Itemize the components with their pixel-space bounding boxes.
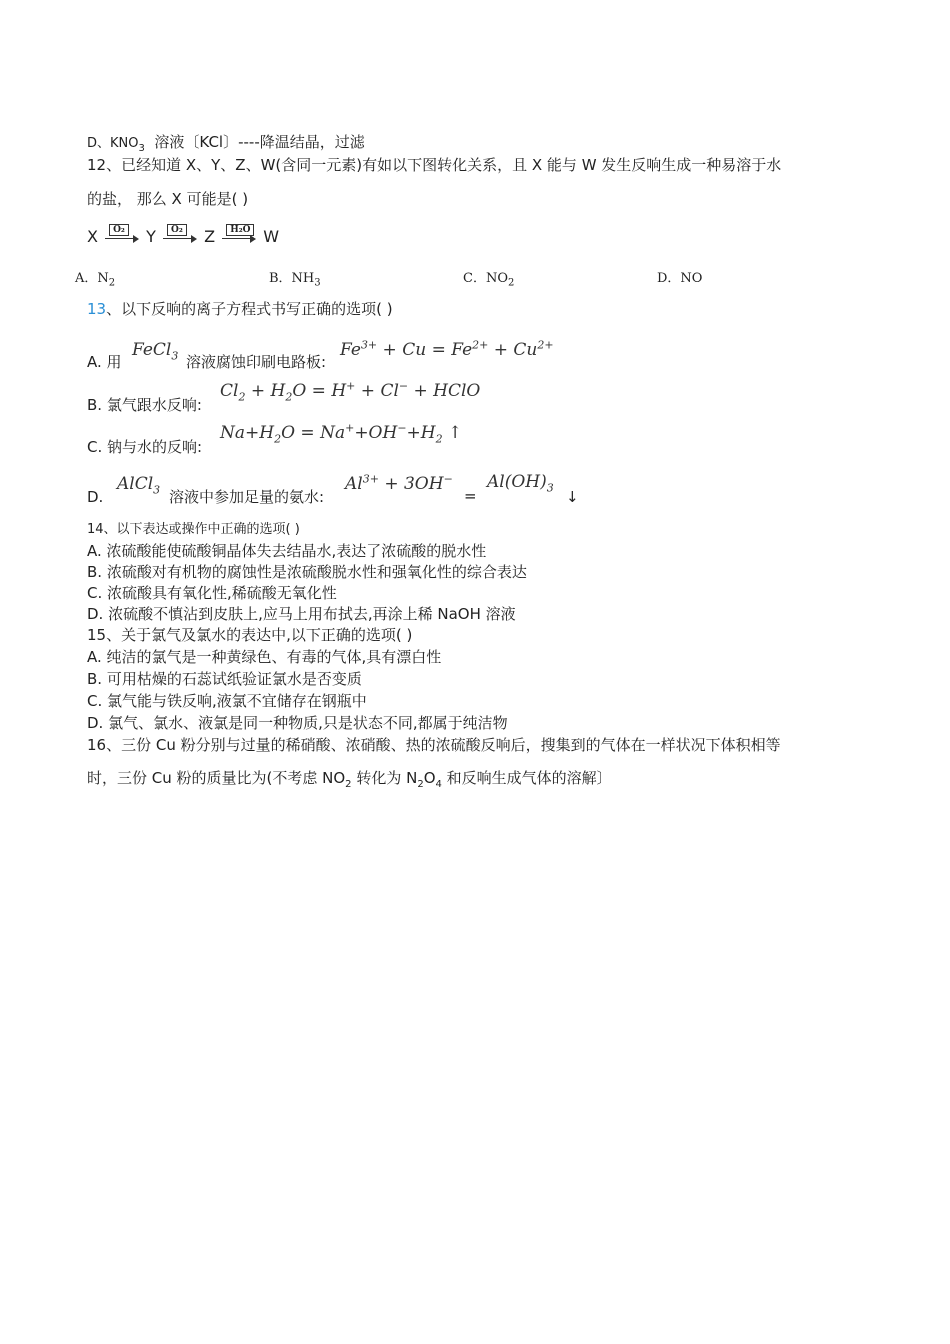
- q12-option-c: C．$NO_2$: [463, 271, 515, 289]
- q13-option-a-text: A. 用: [87, 353, 122, 371]
- q13-d-equals: =: [464, 487, 477, 505]
- q13-stem-text: 、以下反响的离子方程式书写正确的选项( ): [106, 300, 393, 318]
- q12-stem-line1: 12、已经知道 X、Y、Z、W(含同一元素)有如以下图转化关系，且 X 能与 W 发生反响生成一种易溶于水: [87, 156, 782, 174]
- chain-y: Y: [146, 227, 156, 246]
- q11-d-sub: 3: [138, 143, 145, 154]
- arrow-h2o: H₂O: [222, 226, 256, 244]
- arrow-o2-1: O₂: [105, 226, 139, 244]
- q13-number: 13: [87, 300, 107, 318]
- q12-stem-line2: 的盐， 那么 X 可能是( ): [87, 190, 249, 208]
- q14-option-a: A. 浓硫酸能使硫酸铜晶体失去结晶水,表达了浓硫酸的脱水性: [87, 542, 487, 560]
- q13-d-equation-right: $Al(OH)_3$: [487, 472, 554, 495]
- q14-option-c: C. 浓硫酸具有氧化性,稀硫酸无氧化性: [87, 584, 337, 602]
- q15-option-c: C. 氯气能与铁反响,液氯不宜储存在钢瓶中: [87, 692, 367, 710]
- q16-stem-line1: 16、三份 Cu 粉分别与过量的稀硝酸、浓硝酸、热的浓硫酸反响后，搜集到的气体在一样状况下体积相等: [87, 736, 781, 754]
- q12-conversion-chain: [87, 226, 279, 247]
- chain-x: X: [87, 227, 98, 246]
- q13-b-equation: $Cl_2 + H_2O = H^+ + Cl^-$ + HClO: [220, 379, 481, 404]
- chain-z: Z: [204, 227, 216, 246]
- q15-option-b: B. 可用枯燥的石蕊试纸验证氯水是否变质: [87, 670, 362, 688]
- q11-d-prefix: D、KNO: [87, 136, 139, 151]
- chain-w: W: [263, 227, 280, 246]
- q15-option-d: D. 氯气、氯水、液氯是同一种物质,只是状态不同,都属于纯洁物: [87, 714, 508, 732]
- q12-option-a: A．$N_2$: [75, 271, 116, 289]
- q14-option-d: D. 浓硫酸不慎沾到皮肤上,应马上用布拭去,再涂上稀 NaOH 溶液: [87, 605, 516, 623]
- q12-option-d: D．NO: [657, 271, 703, 286]
- q13-option-a-mid: 溶液腐蚀印刷电路板:: [186, 353, 327, 371]
- q13-option-d-mid: 溶液中参加足量的氨水:: [169, 488, 325, 506]
- q14-option-b: B. 浓硫酸对有机物的腐蚀性是浓硫酸脱水性和强氧化性的综合表达: [87, 563, 527, 581]
- q13-c-equation: $Na+H_2O = Na^++OH^-+H_2$ ↑: [220, 421, 463, 446]
- q13-option-c-text: C. 钠与水的反响:: [87, 438, 203, 456]
- q13-option-d-text: D.: [87, 488, 104, 506]
- q13-stem: [87, 299, 393, 319]
- q13-d-precipitate-arrow: ↓: [566, 488, 579, 506]
- q15-option-a: A. 纯洁的氯气是一种黄绿色、有毒的气体,具有漂白性: [87, 648, 442, 666]
- q11-option-d: [87, 132, 365, 154]
- q12-option-b: B．$NH_3$: [269, 271, 321, 289]
- q11-d-rest: 溶液〔KCl〕----降温结晶，过滤: [154, 133, 365, 151]
- q16-stem-line2: 时，三份 Cu 粉的质量比为(不考虑 $NO_2$ 转化为 $N_2O_4$ 和反响生成气体的溶解〕: [87, 769, 612, 790]
- q13-a-formula-fecl3: FeCl$_3$: [132, 340, 179, 363]
- q13-a-equation: $Fe^{3+} + Cu = Fe^{2+} + Cu^{2+}$: [340, 338, 554, 360]
- arrow-o2-2: O₂: [163, 226, 197, 244]
- q14-stem: 14、以下表达或操作中正确的选项( ): [87, 522, 300, 537]
- q13-d-equation-left: $Al^{3+} + 3OH^-$: [345, 472, 453, 494]
- q15-stem: 15、关于氯气及氯水的表达中,以下正确的选项( ): [87, 626, 413, 644]
- q13-option-b-text: B. 氯气跟水反响:: [87, 396, 202, 414]
- q13-d-formula-alcl3: AlCl$_3$: [117, 474, 161, 497]
